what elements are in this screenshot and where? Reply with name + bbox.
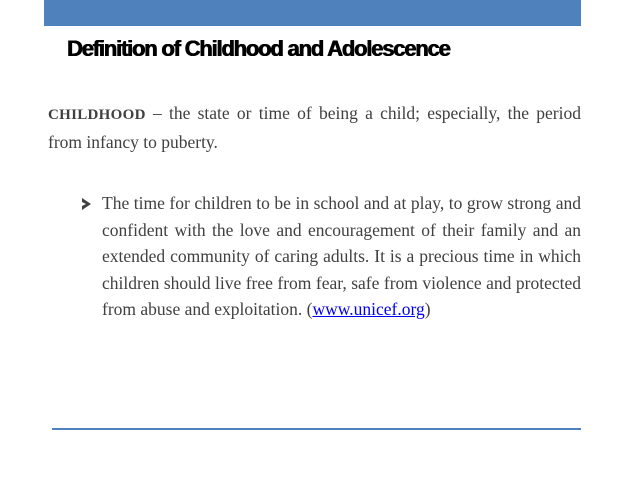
definition-text: – the state or time of being a child; especially, the period from infancy to puberty. xyxy=(48,103,581,152)
bullet-text-block xyxy=(102,190,581,323)
bottom-divider xyxy=(52,428,581,430)
definition-paragraph xyxy=(48,100,581,156)
bullet-suffix: ) xyxy=(424,299,431,319)
bullet-item xyxy=(80,190,581,323)
slide-title: Definition of Childhood and Adolescence xyxy=(67,36,450,61)
unicef-link[interactable]: www.unicef.org xyxy=(312,299,425,319)
definition-term: CHILDHOOD xyxy=(48,107,146,123)
bullet-text: The time for children to be in school and at play, to grow strong and confident with the love and encouragement of their family and an extended community of caring adults. It is a precious time in which children should live free from fear, safe from violence and protected from abuse and exploitation. ( xyxy=(102,193,581,319)
top-accent-bar xyxy=(44,0,581,26)
arrow-bullet-icon xyxy=(80,190,102,210)
